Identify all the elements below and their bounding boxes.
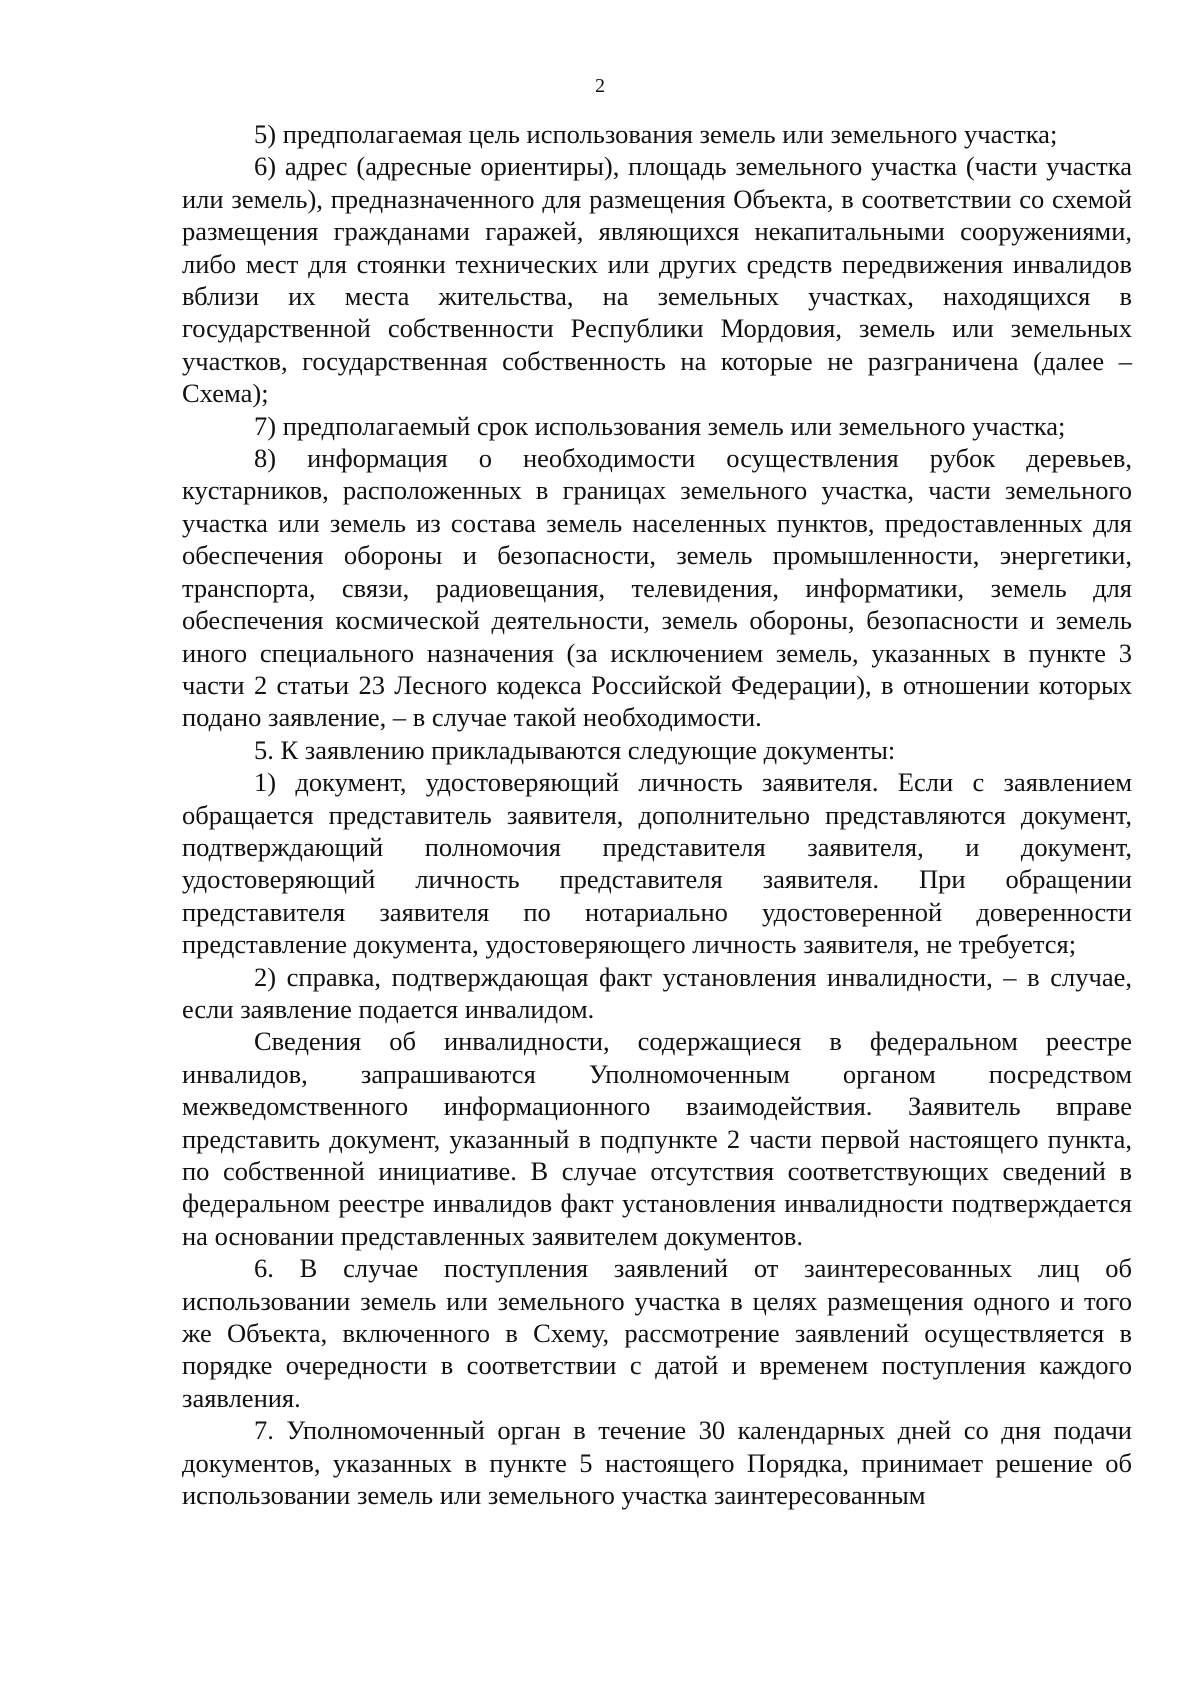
- document-body: [182, 118, 1132, 1511]
- paragraph-item-5-purpose: 5) предполагаемая цель использования земель или земельного участка;: [254, 119, 1058, 149]
- paragraph-disability-registry: Сведения об инвалидности, содержащиеся в федеральном реестре инвалидов, запрашиваются Уполномоченным органом посредством межведомственного информационного взаимодействия. Заявитель вправе представить документ, указанный в подпункте 2 части первой настоящего пункта, по собственной инициативе. В случае отсутствия соответствующих сведений в федеральном реестре инвалидов факт установления инвалидности подтверждается на основании представленных заявителем документов.: [182, 1026, 1132, 1251]
- paragraph-item-6-address: 6) адрес (адресные ориентиры), площадь земельного участка (части участка или земель), предназначенного для размещения Объекта, в соответствии со схемой размещения гражданами гаражей, являющихся некапитальными сооружениями, либо мест для стоянки технических или других средств передвижения инвалидов вблизи их места жительства, на земельных участках, находящихся в государственной собственности Республики Мордовия, земель или земельных участков, государственная собственность на которые не разграничена (далее – Схема);: [182, 151, 1132, 409]
- paragraph-section-7-decision: 7. Уполномоченный орган в течение 30 календарных дней со дня подачи документов, указанных в пункте 5 настоящего Порядка, принимает решение об использовании земель или земельного участка заинтересованным: [182, 1415, 1132, 1511]
- paragraph-item-7-term: 7) предполагаемый срок использования земель или земельного участка;: [254, 410, 1066, 441]
- paragraph-document-2-disability-certificate: 2) справка, подтверждающая факт установления инвалидности, – в случае, если заявление подается инвалидом.: [182, 961, 1132, 1024]
- paragraph-section-5-documents: 5. К заявлению прикладываются следующие документы:: [254, 734, 896, 765]
- page-number: 2: [595, 75, 605, 97]
- paragraph-item-8-tree-cutting: 8) информация о необходимости осуществления рубок деревьев, кустарников, расположенных в границах земельного участка, части земельного участка или земель из состава земель населенных пунктов, предоставленных для обеспечения обороны и безопасности, земель промышленности, энергетики, транспорта, связи, радиовещания, телевидения, информатики, земель для обеспечения космической деятельности, земель обороны, безопасности и земель иного специального назначения (за исключением земель, указанных в пункте 3 части 2 статьи 23 Лесного кодекса Российской Федерации), в отношении которых подано заявление, – в случае такой необходимости.: [182, 443, 1132, 733]
- paragraph-section-6-order: 6. В случае поступления заявлений от заинтересованных лиц об использовании земель или земельного участка в целях размещения одного и того же Объекта, включенного в Схему, рассмотрение заявлений осуществляется в порядке очередности в соответствии с датой и временем поступления каждого заявления.: [182, 1253, 1132, 1413]
- paragraph-document-1-identity: 1) документ, удостоверяющий личность заявителя. Если с заявлением обращается представитель заявителя, дополнительно представляются документ, подтверждающий полномочия представителя заявителя, и документ, удостоверяющий личность представителя заявителя. При обращении представителя заявителя по нотариально удостоверенной доверенности представление документа, удостоверяющего личность заявителя, не требуется;: [182, 767, 1132, 960]
